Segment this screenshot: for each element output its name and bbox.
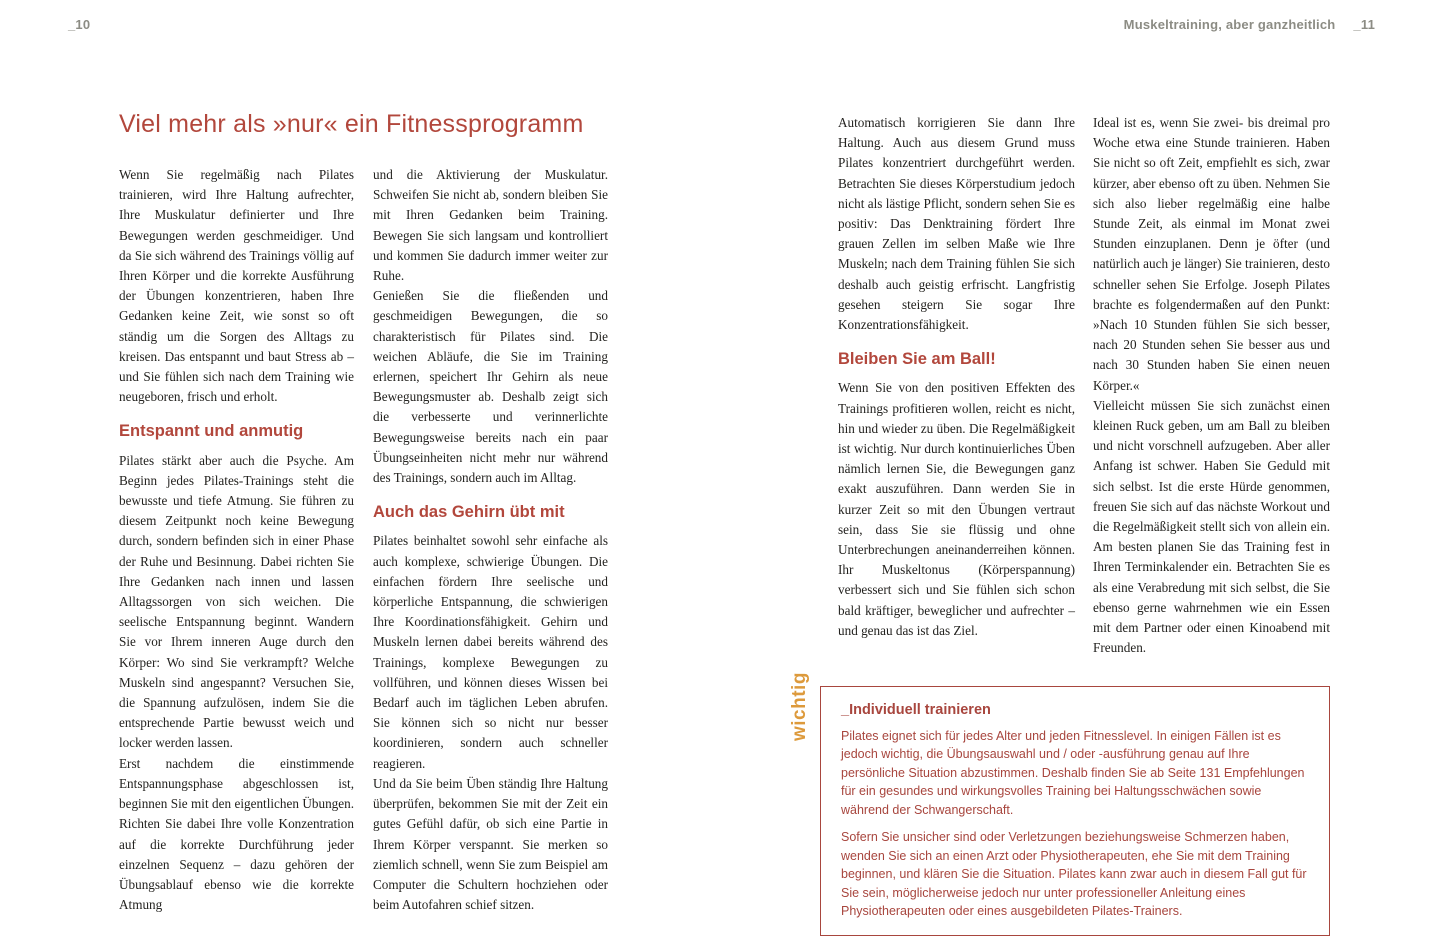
right-page-columns — [820, 113, 1330, 658]
left-page-column-2 — [373, 165, 608, 915]
paragraph: Erst nachdem die einstimmende Entspannungsphase abgeschlossen ist, beginnen Sie mit den eigentlichen Übungen. Richten Sie dabei Ihre volle Konzentration auf die korrekte Durchführung jeder einzelnen Sequenz – dazu gehören der Übungsablauf ebenso wie die korrekte Atmung — [119, 755, 354, 913]
running-header-right — [1124, 17, 1375, 32]
paragraph: Genießen Sie die fließenden und geschmeidigen Bewegungen, die so charakteristisch für Pilates sind. Die weichen Abläufe, die Sie im Training erlernen, speichert Ihr Gehirn als neue Bewegungsmuster ab. Deshalb zeigt sich die verbesserte und verinnerlichte Bewegungsweise bereits nach ein paar Übungseinheiten nicht mehr nur während des Trainings, sondern auch im Alltag. — [373, 288, 608, 486]
paragraph: Vielleicht müssen Sie sich zunächst einen kleinen Ruck geben, um am Ball zu bleiben und nicht vorschnell aufzugeben. Aber aller Anfang ist schwer. Haben Sie Geduld mit sich selbst. Ist die erste Hürde genommen, freuen Sie sich auf das nächste Workout und die Regelmäßigkeit stellt sich von allein ein. Am besten planen Sie das Training fest in Ihren Terminkalender ein. Betrachten Sie es als eine Verabredung mit sich selbst, die Sie ebenso gerne wahrnehmen wie ein Essen mit dem Partner oder einen Kinoabend mit Freunden. — [1093, 397, 1330, 656]
page-number-right: _11 — [1353, 17, 1375, 32]
left-page — [119, 110, 608, 915]
info-box-paragraph: Pilates eignet sich für jedes Alter und jeden Fitnesslevel. In einigen Fällen ist es jedoch wichtig, die Übungsauswahl und / oder -ausführung genau auf Ihre persönliche Situation abzustimmen. Deshalb finden Sie ab Seite 131 Empfehlungen für ein gesundes und wirkungsvolles Training bei Haltungsschwächen sowie während der Schwangerschaft. — [841, 728, 1305, 817]
paragraph: Wenn Sie regelmäßig nach Pilates trainieren, wird Ihre Haltung aufrechter, Ihre Muskulatur definierter und Ihre Bewegungen werden geschmeidiger. Und da Sie sich während des Trainings völlig auf Ihren Körper und die korrekte Ausführung der Übungen konzentrieren, haben Ihre Gedanken keine Zeit, wie sonst so oft ständig um die Sorgen des Alltags zu kreisen. Das entspannt und baut Stress ab – und Sie fühlen sich nach dem Training wie neugeboren, frisch und erholt. — [119, 167, 354, 405]
left-page-column-1 — [119, 165, 354, 915]
info-box — [789, 672, 1330, 936]
section-heading: Bleiben Sie am Ball! — [838, 350, 996, 369]
paragraph: und die Aktivierung der Muskulatur. Schweifen Sie nicht ab, sondern bleiben Sie mit Ihren Gedanken beim Training. Bewegen Sie sich langsam und kontrolliert und kommen Sie dadurch immer weiter zur Ruhe. — [373, 167, 608, 284]
section-heading: Auch das Gehirn übt mit — [373, 503, 565, 522]
right-page-column-2 — [1093, 113, 1330, 658]
left-page-columns — [119, 165, 608, 915]
paragraph: Wenn Sie von den positiven Effekten des Trainings profitieren wollen, reicht es nicht, hin und wieder zu üben. Die Regelmäßigkeit ist wichtig. Nur durch kontinuierliches Üben nämlich lernen Sie, die Bewegungen ganz exakt auszuführen. Dann werden Sie in kurzer Zeit so mit den Übungen vertraut sein, dass Sie sie flüssig und ohne Unterbrechungen aneinanderreihen können. Ihr Muskeltonus (Körperspannung) verbessert sich und Sie fühlen sich schon bald kräftiger, beweglicher und aufrechter – und genau das ist das Ziel. — [838, 380, 1075, 638]
page-number-left: _10 — [68, 17, 91, 32]
info-box-title: _Individuell trainieren — [841, 702, 991, 719]
paragraph: Automatisch korrigieren Sie dann Ihre Haltung. Auch aus diesem Grund muss Pilates konzentriert durchgeführt werden. Betrachten Sie dieses Körperstudium jedoch nicht als lästige Pflicht, sondern sehen Sie es positiv: Das Denktraining fördert Ihre grauen Zellen im selben Maße wie Ihre Muskeln; nach dem Training fühlen Sie sich deshalb auch geistig erfrischt. Langfristig gesehen steigern Sie sogar Ihre Konzentrationsfähigkeit. — [838, 115, 1075, 333]
article-title: Viel mehr als »nur« ein Fitnessprogramm — [119, 110, 584, 138]
right-page — [789, 113, 1330, 936]
sidebar-label-wichtig: wichtig — [789, 672, 810, 742]
paragraph: Pilates stärkt aber auch die Psyche. Am Beginn jedes Pilates-Trainings steht die bewusste und tiefe Atmung. Sie führen zu diesem Zeitpunkt noch keine Bewegung durch, sondern befinden sich in einer Phase der Ruhe und Besinnung. Dabei richten Sie Ihre Gedanken nach innen und lassen Alltagssorgen von sich weichen. Die seelische Entspannung beginnt. Wandern Sie vor Ihrem inneren Auge durch den Körper: Wo sind Sie verkrampft? Welche Muskeln sind angespannt? Versuchen Sie, die Spannung aufzulösen, indem Sie die entsprechende Partie bewusst weich und locker werden lassen. — [119, 452, 354, 751]
info-box-paragraph: Sofern Sie unsicher sind oder Verletzungen beziehungsweise Schmerzen haben, wenden Sie sich an einen Arzt oder Physiotherapeuten, ehe Sie mit dem Training beginnen, und klären Sie die Situation. Pilates kann zwar auch in diesem Fall gut für Sie sein, möglicherweise jedoch nur unter professioneller Anleitung eines Physiotherapeuten oder eines ausgebildeten Pilates-Trainers. — [841, 830, 1307, 919]
section-heading: Entspannt und anmutig — [119, 422, 304, 441]
paragraph: Und da Sie beim Üben ständig Ihre Haltung überprüfen, bekommen Sie mit der Zeit ein gutes Gefühl dafür, ob sich eine Partie in Ihrem Körper verspannt. Sie merken so ziemlich schnell, wenn Sie zum Beispiel am Computer die Schultern hochziehen oder beim Autofahren schief sitzen. — [373, 775, 608, 913]
running-header-title: Muskeltraining, aber ganzheitlich — [1123, 17, 1336, 32]
paragraph: Ideal ist es, wenn Sie zwei- bis dreimal pro Woche etwa eine Stunde trainieren. Haben Sie nicht so oft Zeit, empfiehlt es sich, zwar kürzer, aber ebenso oft zu üben. Nehmen Sie sich also lieber regelmäßig eine halbe Stunde Zeit, als einmal im Monat zwei Stunden einzuplanen. Denn je öfter (und natürlich auch je länger) Sie trainieren, desto schneller sehen Sie Erfolge. Joseph Pilates brachte es folgendermaßen auf den Punkt: »Nach 10 Stunden fühlen Sie sich besser, nach 20 Stunden sehen Sie besser aus und nach 30 Stunden haben Sie einen neuen Körper.« — [1093, 115, 1330, 393]
paragraph: Pilates beinhaltet sowohl sehr einfache als auch komplexe, schwierige Übungen. Die einfachen fördern Ihre seelische und körperliche Entspannung, die schwierigen Ihre Koordinationsfähigkeit. Gehirn und Muskeln lernen dabei bereits während des Trainings, komplexe Bewegungen zu vollführen, und können dieses Wissen bei Bedarf auch im täglichen Leben abrufen. Sie können sich so nicht nur besser koordinieren, sondern auch schneller reagieren. — [373, 533, 608, 771]
right-page-column-1 — [838, 113, 1075, 658]
